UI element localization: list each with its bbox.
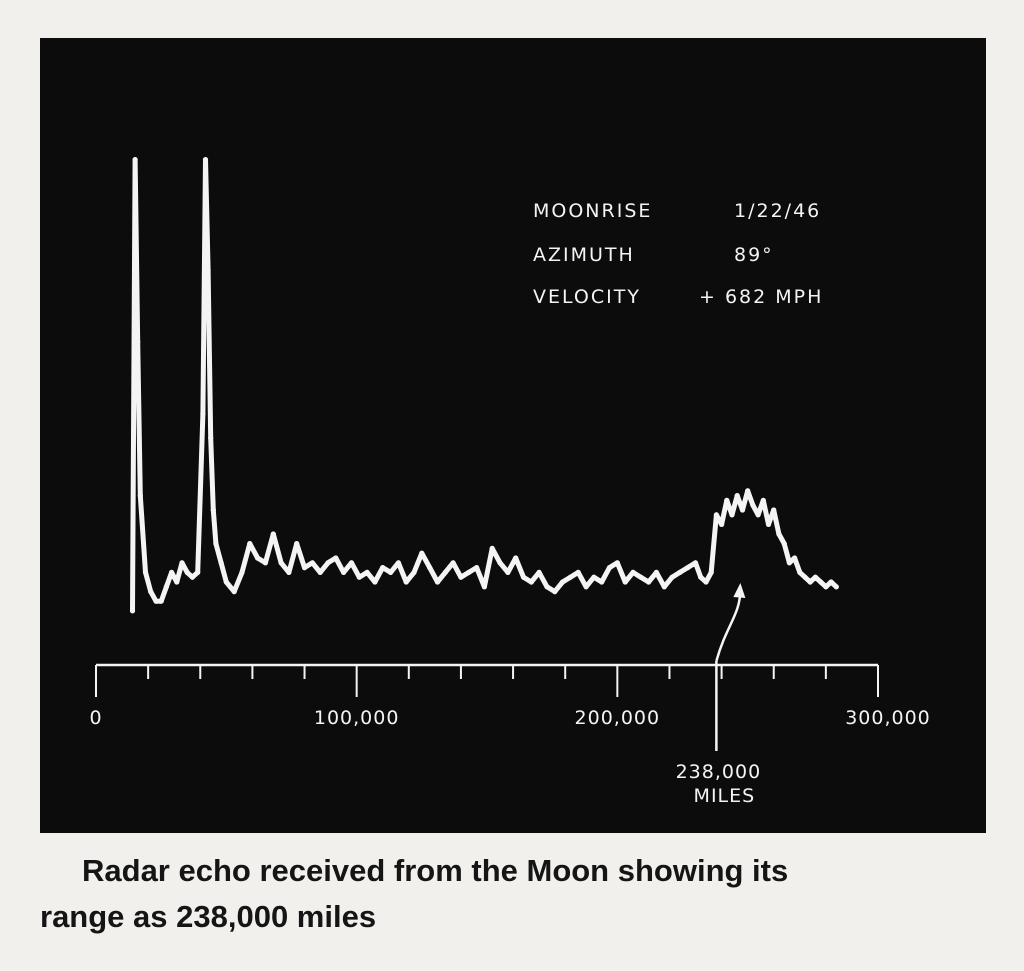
echo-point xyxy=(404,579,409,584)
echo-point xyxy=(646,579,651,584)
tick-label: 100,000 xyxy=(313,707,400,729)
echo-point xyxy=(623,579,628,584)
echo-point xyxy=(286,570,291,575)
echo-point xyxy=(349,560,354,565)
echo-point xyxy=(638,575,643,580)
caption-line-1: Radar echo received from the Moon showing its xyxy=(82,853,789,888)
azimuth-label: AZIMUTH xyxy=(533,244,635,266)
echo-point xyxy=(466,570,471,575)
echo-point xyxy=(735,493,740,498)
echo-point xyxy=(662,584,667,589)
echo-point xyxy=(787,560,792,565)
echo-point xyxy=(568,575,573,580)
echo-point xyxy=(130,608,135,613)
echo-point xyxy=(200,411,205,416)
echo-point xyxy=(584,584,589,589)
echo-point xyxy=(148,589,153,594)
figure-caption xyxy=(40,848,1000,940)
echo-point xyxy=(813,575,818,580)
echo-point xyxy=(823,584,828,589)
echo-point xyxy=(213,541,218,546)
echo-point xyxy=(203,157,208,162)
echo-point xyxy=(521,575,526,580)
echo-point xyxy=(607,565,612,570)
echo-point xyxy=(153,599,158,604)
echo-point xyxy=(771,507,776,512)
echo-point xyxy=(670,575,675,580)
echo-point xyxy=(255,555,260,560)
echo-point xyxy=(135,339,140,344)
echo-point xyxy=(761,498,766,503)
tick-label: 300,000 xyxy=(845,707,931,729)
range-axis xyxy=(89,665,930,729)
echo-point xyxy=(677,570,682,575)
echo-point xyxy=(159,599,164,604)
azimuth-value: 89° xyxy=(734,244,774,266)
echo-point xyxy=(834,584,839,589)
echo-point xyxy=(357,575,362,580)
echo-point xyxy=(195,570,200,575)
echo-point xyxy=(740,507,745,512)
echo-point xyxy=(372,579,377,584)
tick-label: 0 xyxy=(89,707,103,729)
echo-point xyxy=(396,560,401,565)
echo-trace-group xyxy=(130,157,839,613)
caption-line-2: range as 238,000 miles xyxy=(40,899,377,934)
echo-point xyxy=(719,522,724,527)
echo-point xyxy=(745,488,750,493)
echo-point xyxy=(750,503,755,508)
echo-point xyxy=(138,493,143,498)
echo-point xyxy=(685,565,690,570)
echo-point xyxy=(224,579,229,584)
echo-point xyxy=(693,560,698,565)
echo-point xyxy=(544,584,549,589)
echo-point xyxy=(808,579,813,584)
echo-point xyxy=(576,570,581,575)
echo-point xyxy=(776,531,781,536)
echo-point xyxy=(211,507,216,512)
echo-point xyxy=(766,522,771,527)
radar-echo-chart xyxy=(40,38,986,833)
echo-point xyxy=(206,267,211,272)
echo-point xyxy=(443,570,448,575)
echo-point xyxy=(239,570,244,575)
echo-point xyxy=(703,579,708,584)
echo-point xyxy=(333,555,338,560)
echo-point xyxy=(411,570,416,575)
echo-arrowhead xyxy=(733,583,745,598)
echo-point xyxy=(482,584,487,589)
echo-point xyxy=(185,570,190,575)
echo-point xyxy=(529,579,534,584)
moonrise-value: 1/22/46 xyxy=(734,200,822,222)
echo-point xyxy=(792,555,797,560)
echo-point xyxy=(474,565,479,570)
echo-point xyxy=(365,570,370,575)
echo-point xyxy=(782,541,787,546)
echo-point xyxy=(513,555,518,560)
echo-point xyxy=(263,560,268,565)
echo-point xyxy=(729,512,734,517)
echo-point xyxy=(490,546,495,551)
echo-point xyxy=(829,579,834,584)
radar-oscilloscope-photo xyxy=(40,38,986,833)
echo-point xyxy=(318,570,323,575)
echo-point xyxy=(419,551,424,556)
echo-point xyxy=(219,560,224,565)
moonrise-label: MOONRISE xyxy=(533,200,653,222)
echo-point xyxy=(709,570,714,575)
echo-point xyxy=(208,435,213,440)
echo-point xyxy=(435,579,440,584)
echo-point xyxy=(143,570,148,575)
echo-point xyxy=(818,579,823,584)
echo-point xyxy=(310,560,315,565)
echo-point xyxy=(174,579,179,584)
echo-point xyxy=(615,560,620,565)
echo-point xyxy=(560,579,565,584)
echo-point xyxy=(388,570,393,575)
echo-point xyxy=(714,512,719,517)
echo-point xyxy=(552,589,557,594)
echo-point xyxy=(232,589,237,594)
echo-point xyxy=(451,560,456,565)
moon-echo-annotation xyxy=(676,583,762,807)
echo-point xyxy=(164,584,169,589)
echo-point xyxy=(427,565,432,570)
echo-point xyxy=(380,565,385,570)
echo-point xyxy=(179,560,184,565)
echo-point xyxy=(756,512,761,517)
echo-point xyxy=(169,570,174,575)
echo-point xyxy=(497,560,502,565)
velocity-value: + 682 MPH xyxy=(699,286,824,308)
echo-trace-series-0 xyxy=(133,160,837,611)
echo-point xyxy=(133,157,138,162)
echo-point xyxy=(458,575,463,580)
echo-point xyxy=(302,565,307,570)
echo-point xyxy=(797,570,802,575)
echo-point xyxy=(271,531,276,536)
echo-point xyxy=(654,570,659,575)
echo-point xyxy=(247,541,252,546)
echo-point xyxy=(294,541,299,546)
echo-point xyxy=(190,575,195,580)
echo-arrow xyxy=(716,589,740,661)
range-annotation-value: 238,000 xyxy=(675,761,762,783)
echo-point xyxy=(724,498,729,503)
echo-point xyxy=(341,570,346,575)
echo-point xyxy=(505,570,510,575)
echo-point xyxy=(599,579,604,584)
velocity-label: VELOCITY xyxy=(533,286,641,308)
echo-point xyxy=(630,570,635,575)
echo-point xyxy=(698,575,703,580)
tick-label: 200,000 xyxy=(574,707,661,729)
range-annotation-unit: MILES xyxy=(693,785,756,807)
echo-point xyxy=(802,575,807,580)
echo-point xyxy=(279,560,284,565)
echo-point xyxy=(591,575,596,580)
echo-point xyxy=(537,570,542,575)
echo-point xyxy=(325,560,330,565)
